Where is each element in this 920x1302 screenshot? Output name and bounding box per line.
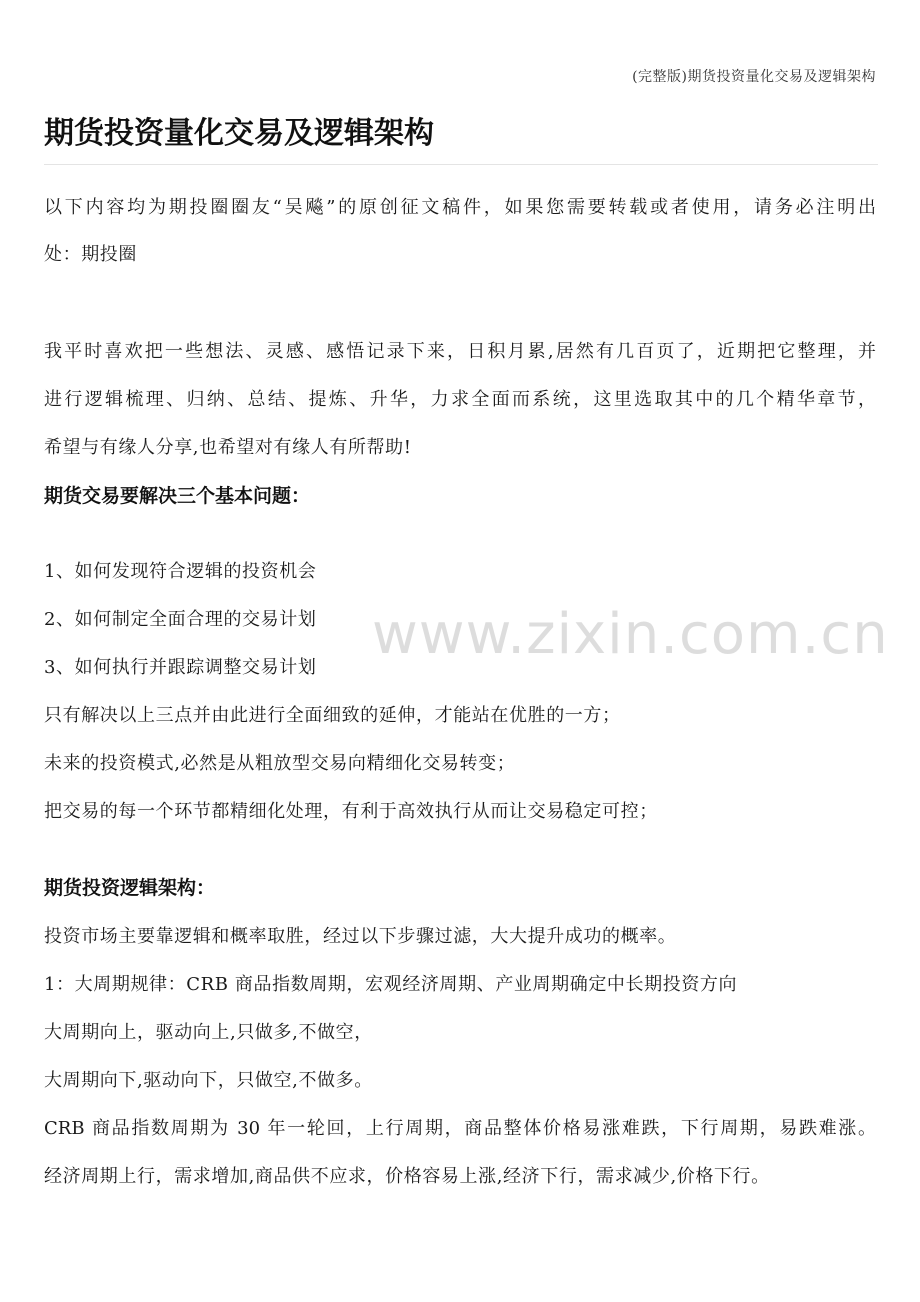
intro-line-1: 以下内容均为期投圈圈友“吴飚”的原创征文稿件，如果您需要转载或者使用，请务必注明出 — [44, 197, 876, 218]
running-header: (完整版)期货投资量化交易及逻辑架构 — [632, 69, 876, 85]
intro-line-2: 处：期投圈 — [44, 244, 137, 265]
paragraph-line: 大周期向下,驱动向下，只做空,不做多。 — [44, 1070, 373, 1091]
paragraph-line: 把交易的每一个环节都精细化处理，有利于高效执行从而让交易稳定可控； — [44, 801, 658, 822]
title-divider — [44, 164, 878, 165]
section-heading-logic-architecture: 期货投资逻辑架构： — [44, 877, 216, 899]
preface-line-1: 我平时喜欢把一些想法、灵感、感悟记录下来，日积月累,居然有几百页了，近期把它整理，并 — [44, 341, 876, 362]
paragraph-line: 1：大周期规律：CRB 商品指数周期，宏观经济周期、产业周期确定中长期投资方向 — [44, 974, 738, 995]
paragraph-line: CRB 商品指数周期为 30 年一轮回，上行周期，商品整体价格易涨难跌，下行周期，易跌难涨。 — [44, 1118, 876, 1139]
preface-line-2: 进行逻辑梳理、归纳、总结、提炼、升华，力求全面而系统，这里选取其中的几个精华章节， — [44, 389, 876, 410]
list-item: 1、如何发现符合逻辑的投资机会 — [44, 561, 317, 582]
list-item: 2、如何制定全面合理的交易计划 — [44, 609, 317, 630]
list-item: 3、如何执行并跟踪调整交易计划 — [44, 657, 317, 678]
watermark: www.zixin.com.cn — [372, 602, 889, 667]
paragraph-line: 投资市场主要靠逻辑和概率取胜，经过以下步骤过滤，大大提升成功的概率。 — [44, 926, 677, 947]
paragraph-line: 大周期向上，驱动向上,只做多,不做空， — [44, 1022, 373, 1043]
paragraph-line: 只有解决以上三点并由此进行全面细致的延伸，才能站在优胜的一方； — [44, 705, 621, 726]
paragraph-line: 未来的投资模式,必然是从粗放型交易向精细化交易转变； — [44, 753, 516, 774]
document-title: 期货投资量化交易及逻辑架构 — [44, 116, 434, 151]
preface-line-3: 希望与有缘人分享,也希望对有缘人有所帮助! — [44, 437, 412, 458]
paragraph-line: 经济周期上行，需求增加,商品供不应求，价格容易上涨,经济下行，需求减少,价格下行。 — [44, 1166, 770, 1187]
section-heading-basic-problems: 期货交易要解决三个基本问题： — [44, 485, 311, 507]
